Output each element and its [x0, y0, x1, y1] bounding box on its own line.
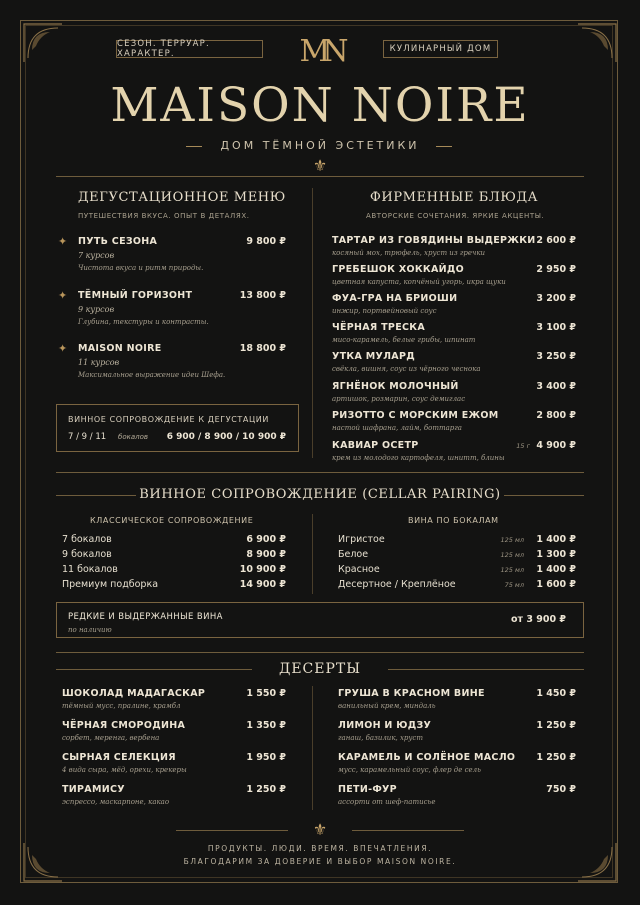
- classic-row: Премиум подборка: [62, 579, 159, 590]
- dish-name: ГРЕБЕШОК ХОККАЙДО: [332, 264, 464, 275]
- page-subtitle: ДОМ ТЁМНОЙ ЭСТЕТИКИ: [220, 139, 420, 152]
- dish-name: РИЗОТТО С МОРСКИМ ЕЖОМ: [332, 410, 499, 421]
- tasting-item-price: 18 800 ₽: [239, 343, 286, 354]
- divider: [176, 830, 288, 831]
- tasting-item-name: ПУТЬ СЕЗОНА: [78, 236, 158, 247]
- dish-price: 3 100 ₽: [536, 322, 576, 333]
- classic-price: 6 900 ₽: [246, 534, 286, 545]
- dessert-desc: ганаш, базилик, хруст: [338, 734, 423, 742]
- tasting-wine-counts: 7 / 9 / 11: [68, 432, 107, 442]
- dessert-price: 1 250 ₽: [246, 784, 286, 795]
- glass-volume: 125 мл: [500, 566, 524, 574]
- tasting-item-courses: 9 курсов: [78, 305, 115, 314]
- dessert-desc: сорбет, меренга, вербена: [62, 734, 160, 742]
- desserts-title: ДЕСЕРТЫ: [278, 661, 362, 677]
- tasting-item-desc: Максимальное выражение идеи Шефа.: [78, 371, 226, 379]
- dish-price: 4 900 ₽: [536, 440, 576, 451]
- tasting-wine-unit: бокалов: [118, 433, 148, 441]
- tasting-item-name: MAISON NOIRE: [78, 343, 162, 354]
- dessert-price: 1 950 ₽: [246, 752, 286, 763]
- rare-wines-title: РЕДКИЕ И ВЫДЕРЖАННЫЕ ВИНА: [68, 612, 223, 622]
- dessert-desc: ванильный крем, миндаль: [338, 702, 436, 710]
- star-icon: ✦: [58, 289, 68, 302]
- classic-title: КЛАССИЧЕСКОЕ СОПРОВОЖДЕНИЕ: [90, 516, 254, 525]
- dish-name: ТАРТАР ИЗ ГОВЯДИНЫ ВЫДЕРЖКИ: [332, 235, 536, 246]
- column-divider: [312, 686, 313, 810]
- tasting-item-name: ТЁМНЫЙ ГОРИЗОНТ: [78, 290, 193, 301]
- page-title: MAISON NOIRE: [110, 78, 530, 133]
- dish-name: ЧЁРНАЯ ТРЕСКА: [332, 322, 425, 333]
- tasting-title: ДЕГУСТАЦИОННОЕ МЕНЮ: [78, 190, 286, 205]
- classic-price: 10 900 ₽: [239, 564, 286, 575]
- glass-price: 1 300 ₽: [536, 549, 576, 560]
- classic-row: 11 бокалов: [62, 564, 118, 575]
- corner-ornament-icon: [574, 22, 618, 66]
- glass-price: 1 400 ₽: [536, 534, 576, 545]
- rare-wines-note: по наличию: [68, 626, 112, 634]
- dish-price: 2 600 ₽: [536, 235, 576, 246]
- tasting-item-price: 13 800 ₽: [239, 290, 286, 301]
- dessert-name: ЛИМОН И ЮДЗУ: [338, 720, 432, 731]
- dish-name: ФУА-ГРА НА БРИОШИ: [332, 293, 458, 304]
- classic-row: 9 бокалов: [62, 549, 112, 560]
- dessert-price: 1 350 ₽: [246, 720, 286, 731]
- dish-price: 3 400 ₽: [536, 381, 576, 392]
- dish-name: УТКА МУЛАРД: [332, 351, 415, 362]
- divider: [504, 495, 584, 496]
- divider: [352, 830, 464, 831]
- dessert-name: ШОКОЛАД МАДАГАСКАР: [62, 688, 206, 699]
- tagline-right: КУЛИНАРНЫЙ ДОМ: [383, 40, 498, 58]
- monogram-logo: MN: [299, 34, 341, 69]
- rare-wines-price: от 3 900 ₽: [510, 614, 566, 625]
- dessert-name: ЧЁРНАЯ СМОРОДИНА: [62, 720, 186, 731]
- column-divider: [312, 188, 313, 458]
- dish-price: 3 250 ₽: [536, 351, 576, 362]
- star-icon: ✦: [58, 342, 68, 355]
- star-icon: ✦: [58, 235, 68, 248]
- footer-line-2: БЛАГОДАРИМ ЗА ДОВЕРИЕ И ВЫБОР MAISON NOIRE.: [183, 857, 457, 866]
- dessert-desc: 4 вида сыра, мёд, орехи, крекеры: [62, 766, 187, 774]
- glass-row: Игристое: [338, 534, 385, 545]
- corner-ornament-icon: [22, 22, 66, 66]
- dessert-desc: тёмный мусс, пралине, крамбл: [62, 702, 181, 710]
- tasting-item-desc: Глубина, текстуры и контрасты.: [78, 318, 209, 326]
- dish-name: ЯГНЁНОК МОЛОЧНЫЙ: [332, 381, 459, 392]
- glass-price: 1 600 ₽: [536, 579, 576, 590]
- dish-desc: мисо-карамель, белые грибы, шпинат: [332, 336, 476, 344]
- divider: [56, 472, 584, 473]
- dessert-name: ГРУША В КРАСНОМ ВИНЕ: [338, 688, 485, 699]
- signature-subtitle: АВТОРСКИЕ СОЧЕТАНИЯ. ЯРКИЕ АКЦЕНТЫ.: [366, 212, 545, 220]
- dessert-name: КАРАМЕЛЬ И СОЛЁНОЕ МАСЛО: [338, 752, 516, 763]
- dessert-desc: эспрессо, маскарпоне, какао: [62, 798, 170, 806]
- tasting-item-desc: Чистота вкуса и ритм природы.: [78, 264, 204, 272]
- glass-volume: 125 мл: [500, 551, 524, 559]
- dish-price: 2 950 ₽: [536, 264, 576, 275]
- dish-price: 2 800 ₽: [536, 410, 576, 421]
- glass-title: ВИНА ПО БОКАЛАМ: [408, 516, 499, 525]
- dish-desc: инжир, портвейновый соус: [332, 307, 437, 315]
- dish-desc: артишок, розмарин, соус демиглас: [332, 395, 466, 403]
- dessert-name: ТИРАМИСУ: [62, 784, 125, 795]
- cellar-title: ВИННОЕ СОПРОВОЖДЕНИЕ (CELLAR PAIRING): [139, 487, 501, 502]
- tagline-left: СЕЗОН. ТЕРРУАР. ХАРАКТЕР.: [116, 40, 263, 58]
- fleur-de-lis-icon: ⚜: [312, 156, 328, 175]
- classic-price: 8 900 ₽: [246, 549, 286, 560]
- dish-desc: цветная капуста, копчёный угорь, икра щуки: [332, 278, 506, 286]
- glass-row: Красное: [338, 564, 380, 575]
- glass-price: 1 400 ₽: [536, 564, 576, 575]
- glass-volume: 125 мл: [500, 536, 524, 544]
- tasting-wine-title: ВИННОЕ СОПРОВОЖДЕНИЕ К ДЕГУСТАЦИИ: [68, 415, 269, 424]
- tasting-wine-prices: 6 900 / 8 900 / 10 900 ₽: [166, 432, 286, 442]
- footer-line-1: ПРОДУКТЫ. ЛЮДИ. ВРЕМЯ. ВПЕЧАТЛЕНИЯ.: [207, 844, 433, 853]
- column-divider: [312, 514, 313, 594]
- tasting-item-courses: 7 курсов: [78, 251, 115, 260]
- signature-title: ФИРМЕННЫЕ БЛЮДА: [370, 190, 539, 205]
- dish-desc: крем из молодого картофеля, шнитт, блины: [332, 454, 505, 462]
- divider: [436, 146, 452, 147]
- dish-name: КАВИАР ОСЕТР: [332, 440, 419, 451]
- dessert-price: 1 550 ₽: [246, 688, 286, 699]
- glass-volume: 75 мл: [504, 581, 524, 589]
- tasting-item-courses: 11 курсов: [78, 358, 120, 367]
- dish-price: 3 200 ₽: [536, 293, 576, 304]
- dessert-desc: мусс, карамельный соус, флер де сель: [338, 766, 481, 774]
- dish-desc: свёкла, вишня, соус из чёрного чеснока: [332, 365, 481, 373]
- divider: [56, 652, 584, 653]
- dessert-price: 1 250 ₽: [536, 720, 576, 731]
- divider: [56, 176, 584, 177]
- classic-price: 14 900 ₽: [239, 579, 286, 590]
- fleur-de-lis-icon: ⚜: [312, 820, 328, 839]
- tasting-item-price: 9 800 ₽: [246, 236, 286, 247]
- divider: [388, 669, 584, 670]
- dessert-price: 1 450 ₽: [536, 688, 576, 699]
- dessert-price: 750 ₽: [546, 784, 576, 795]
- dish-desc: настой шафрана, лайм, боттарга: [332, 424, 462, 432]
- glass-row: Белое: [338, 549, 369, 560]
- dessert-name: ПЕТИ-ФУР: [338, 784, 397, 795]
- dish-desc: косяный мох, трюфель, хруст из гречки: [332, 249, 486, 257]
- dessert-desc: ассорти от шеф-патисье: [338, 798, 436, 806]
- classic-row: 7 бокалов: [62, 534, 112, 545]
- glass-row: Десертное / Креплёное: [338, 579, 456, 590]
- dish-portion: 15 г: [516, 442, 530, 450]
- tasting-wine-box: [56, 404, 299, 452]
- tasting-subtitle: ПУТЕШЕСТВИЯ ВКУСА. ОПЫТ В ДЕТАЛЯХ.: [78, 212, 250, 220]
- dessert-price: 1 250 ₽: [536, 752, 576, 763]
- dessert-name: СЫРНАЯ СЕЛЕКЦИЯ: [62, 752, 176, 763]
